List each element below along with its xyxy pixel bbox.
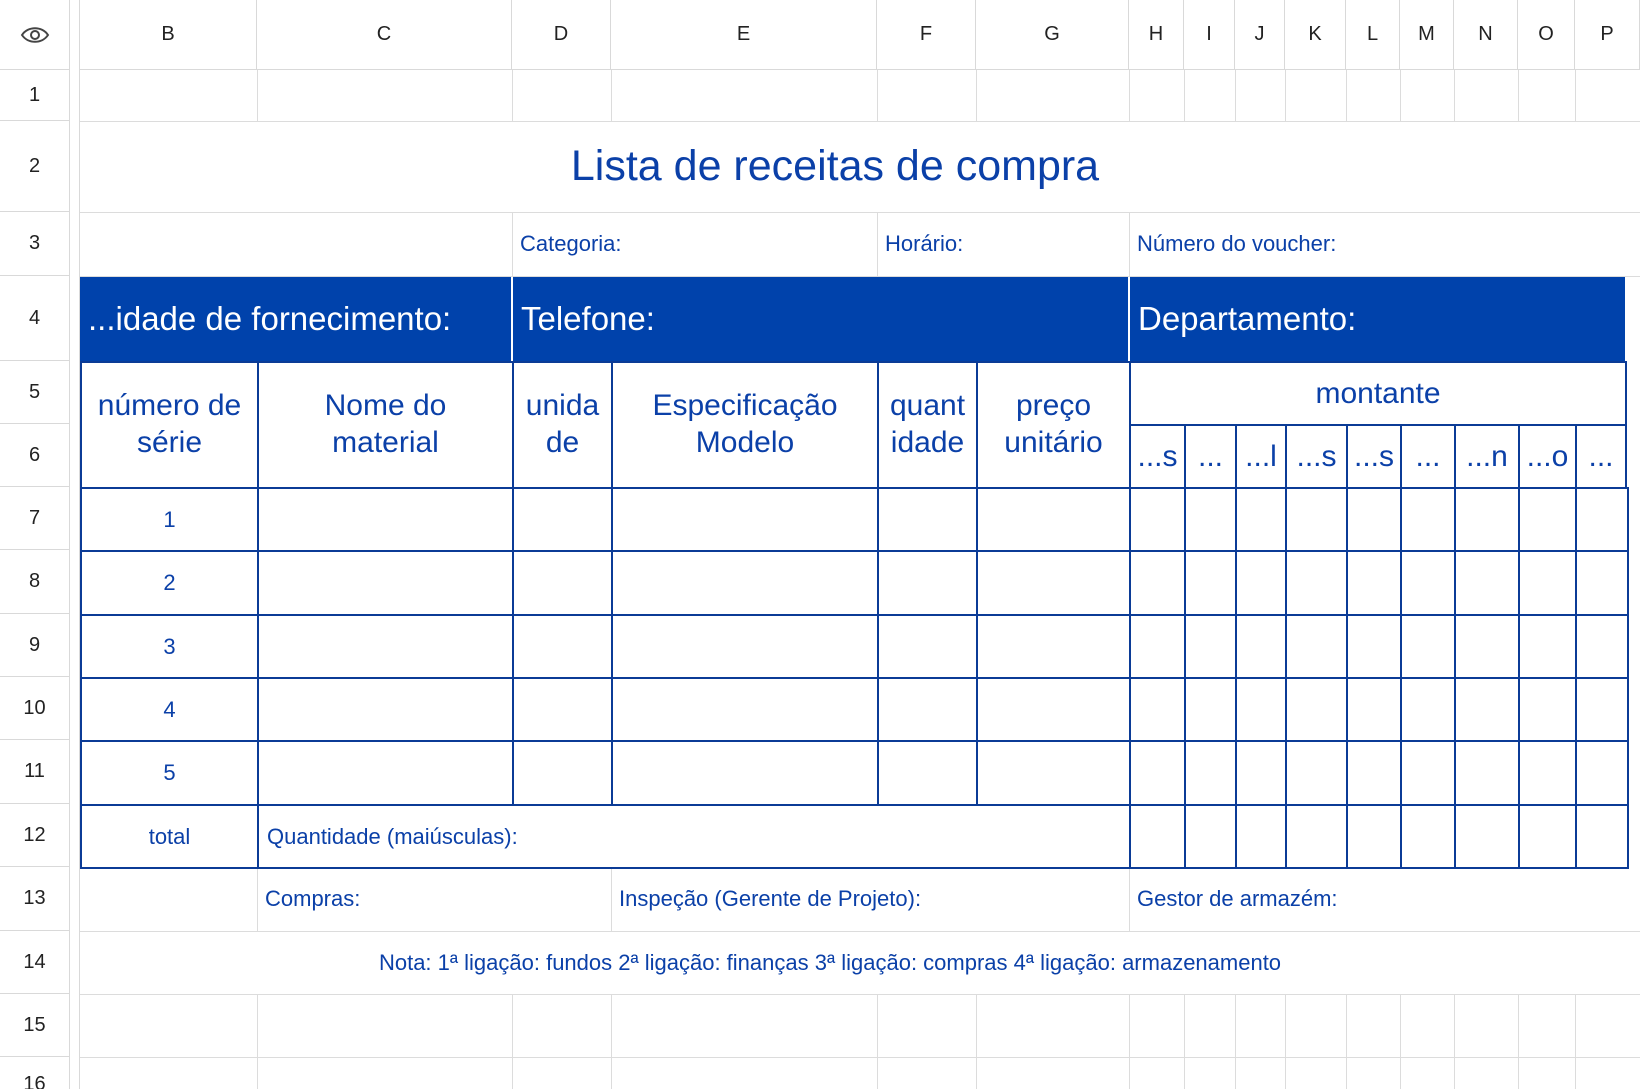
gridline <box>1285 994 1286 1089</box>
amount-subheader[interactable]: ...s <box>1129 424 1186 489</box>
gridline <box>1454 70 1455 121</box>
gridline <box>1285 70 1286 121</box>
total-amount-cell[interactable] <box>1129 804 1186 869</box>
table-cell[interactable] <box>877 614 978 679</box>
column-header-m[interactable]: M <box>1400 0 1454 70</box>
table-cell[interactable] <box>1235 740 1287 806</box>
serial-number-cell[interactable]: 2 <box>80 550 259 616</box>
table-cell[interactable] <box>257 550 514 616</box>
column-header-l[interactable]: L <box>1346 0 1400 70</box>
table-cell[interactable] <box>1400 677 1456 742</box>
table-cell[interactable] <box>1184 677 1237 742</box>
amount-subheader[interactable]: ...s <box>1285 424 1348 489</box>
gridline <box>1235 70 1236 121</box>
amount-subheader[interactable]: ...l <box>1235 424 1287 489</box>
serial-number-cell[interactable]: 1 <box>80 487 259 552</box>
column-header-e[interactable]: E <box>611 0 877 70</box>
amount-header[interactable]: montante <box>1129 361 1627 426</box>
table-cell[interactable] <box>1129 740 1186 806</box>
gridline <box>1400 994 1401 1089</box>
table-cell[interactable] <box>1400 550 1456 616</box>
table-cell[interactable] <box>257 740 514 806</box>
column-header-p[interactable]: P <box>1575 0 1640 70</box>
table-cell[interactable] <box>1454 677 1520 742</box>
page-title[interactable]: Lista de receitas de compra <box>570 142 1100 190</box>
gridline <box>1518 994 1519 1089</box>
gridline <box>877 70 878 121</box>
amount-subheader[interactable]: ... <box>1575 424 1627 489</box>
table-cell[interactable] <box>1454 550 1520 616</box>
table-cell[interactable] <box>1518 487 1577 552</box>
select-all-corner[interactable] <box>0 0 70 70</box>
table-cell[interactable] <box>611 614 879 679</box>
table-cell[interactable] <box>1518 740 1577 806</box>
row-header-14[interactable]: 14 <box>0 931 70 994</box>
table-cell[interactable] <box>512 487 613 552</box>
column-header-d[interactable]: D <box>512 0 611 70</box>
row-header-12[interactable]: 12 <box>0 804 70 867</box>
gridline <box>512 994 513 1089</box>
table-cell[interactable] <box>611 550 879 616</box>
table-cell[interactable] <box>1129 677 1186 742</box>
row-header-11[interactable]: 11 <box>0 740 70 804</box>
row-header-16[interactable]: 16 <box>0 1057 70 1089</box>
total-amount-cell[interactable] <box>1575 804 1629 869</box>
total-amount-cell[interactable] <box>1518 804 1577 869</box>
table-cell[interactable] <box>1400 740 1456 806</box>
gridline <box>257 70 258 121</box>
time-label[interactable]: Horário: <box>885 231 964 256</box>
serial-number-cell[interactable]: 5 <box>80 740 259 806</box>
table-cell[interactable] <box>976 487 1131 552</box>
table-cell[interactable] <box>1285 550 1348 616</box>
table-cell[interactable] <box>976 614 1131 679</box>
table-cell[interactable] <box>512 614 613 679</box>
table-cell[interactable] <box>611 487 879 552</box>
table-cell[interactable] <box>1346 677 1402 742</box>
row-header-15[interactable]: 15 <box>0 994 70 1057</box>
table-cell[interactable] <box>1184 740 1237 806</box>
amount-subheader[interactable]: ...s <box>1346 424 1402 489</box>
table-cell[interactable] <box>976 550 1131 616</box>
gridline <box>257 994 258 1089</box>
serial-number-cell[interactable]: 4 <box>80 677 259 742</box>
gridline <box>512 70 513 121</box>
table-cell[interactable] <box>1575 487 1629 552</box>
table-cell[interactable] <box>1129 550 1186 616</box>
total-amount-cell[interactable] <box>1235 804 1287 869</box>
gridline <box>1129 994 1130 1089</box>
table-cell[interactable] <box>1285 740 1348 806</box>
column-header-f[interactable]: F <box>877 0 976 70</box>
table-cell[interactable] <box>1454 614 1520 679</box>
table-cell[interactable] <box>1235 487 1287 552</box>
table-cell[interactable] <box>877 740 978 806</box>
table-cell[interactable] <box>1184 487 1237 552</box>
row-header-3[interactable]: 3 <box>0 212 70 276</box>
phone-label[interactable]: Telefone: <box>513 277 1128 361</box>
table-cell[interactable] <box>1285 487 1348 552</box>
table-cell[interactable] <box>1285 677 1348 742</box>
table-cell[interactable] <box>1184 550 1237 616</box>
table-cell[interactable] <box>512 740 613 806</box>
department-label[interactable]: Departamento: <box>1130 277 1625 361</box>
table-cell[interactable] <box>1400 614 1456 679</box>
total-amount-cell[interactable] <box>1454 804 1520 869</box>
freeze-pane-divider <box>70 0 80 1089</box>
table-cell[interactable] <box>976 677 1131 742</box>
column-header-c[interactable]: C <box>257 0 512 70</box>
gridline <box>1346 994 1347 1089</box>
table-cell[interactable] <box>1346 487 1402 552</box>
table-cell[interactable] <box>1518 677 1577 742</box>
amount-subheader[interactable]: ...n <box>1454 424 1520 489</box>
column-header-g[interactable]: G <box>976 0 1129 70</box>
row-header-1[interactable]: 1 <box>0 70 70 121</box>
table-cell[interactable] <box>1575 677 1629 742</box>
gridline <box>1454 994 1455 1089</box>
gridline <box>976 70 977 121</box>
inspection-signature-label[interactable]: Inspeção (Gerente de Projeto): <box>619 886 922 911</box>
warehouse-manager-label[interactable]: Gestor de armazém: <box>1137 886 1338 911</box>
table-cell[interactable] <box>976 740 1131 806</box>
column-header-h[interactable]: H <box>1129 0 1184 70</box>
amount-subheader[interactable]: ...o <box>1518 424 1577 489</box>
row-header-8[interactable]: 8 <box>0 550 70 614</box>
gridline <box>1346 70 1347 121</box>
table-cell[interactable] <box>877 550 978 616</box>
table-cell[interactable] <box>611 677 879 742</box>
supplier-unit-label[interactable]: ...idade de fornecimento: <box>80 277 511 361</box>
gridline <box>1129 70 1130 121</box>
amount-subheader[interactable]: ... <box>1184 424 1237 489</box>
table-cell[interactable] <box>877 487 978 552</box>
table-cell[interactable] <box>1235 677 1287 742</box>
quantity-header[interactable]: quant idade <box>877 361 978 489</box>
gridline <box>1184 994 1185 1089</box>
purchase-signature-label[interactable]: Compras: <box>265 886 361 911</box>
table-cell[interactable] <box>1400 487 1456 552</box>
table-cell[interactable] <box>257 614 514 679</box>
gridline <box>80 1057 1640 1058</box>
gridline <box>976 994 977 1089</box>
table-cell[interactable] <box>1346 740 1402 806</box>
gridline <box>1575 994 1576 1089</box>
table-cell[interactable] <box>1285 614 1348 679</box>
gridline <box>611 994 612 1089</box>
material-name-header[interactable]: Nome do material <box>257 361 514 489</box>
gridline <box>1575 70 1576 121</box>
row-header-9[interactable]: 9 <box>0 614 70 677</box>
table-cell[interactable] <box>1518 614 1577 679</box>
row-header-4[interactable]: 4 <box>0 276 70 361</box>
table-cell[interactable] <box>1346 614 1402 679</box>
table-cell[interactable] <box>1575 614 1629 679</box>
gridline <box>80 994 1640 995</box>
column-header-o[interactable]: O <box>1518 0 1575 70</box>
serial-number-cell[interactable]: 3 <box>80 614 259 679</box>
total-label[interactable]: total <box>80 804 259 869</box>
total-amount-cell[interactable] <box>1400 804 1456 869</box>
row-header-10[interactable]: 10 <box>0 677 70 740</box>
gridline <box>1518 70 1519 121</box>
table-cell[interactable] <box>1346 550 1402 616</box>
gridline <box>1400 70 1401 121</box>
column-header-i[interactable]: I <box>1184 0 1235 70</box>
row-header-5[interactable]: 5 <box>0 361 70 424</box>
column-header-b[interactable]: B <box>80 0 257 70</box>
table-cell[interactable] <box>1575 550 1629 616</box>
amount-subheader[interactable]: ... <box>1400 424 1456 489</box>
eye-icon[interactable] <box>20 25 50 45</box>
column-header-k[interactable]: K <box>1285 0 1346 70</box>
row-header-13[interactable]: 13 <box>0 867 70 931</box>
table-cell[interactable] <box>257 487 514 552</box>
row-header-6[interactable]: 6 <box>0 424 70 487</box>
gridline <box>1184 70 1185 121</box>
voucher-number-label[interactable]: Número do voucher: <box>1137 231 1337 256</box>
table-cell[interactable] <box>1235 614 1287 679</box>
specification-model-header[interactable]: Especificação Modelo <box>611 361 879 489</box>
column-header-j[interactable]: J <box>1235 0 1285 70</box>
gridline <box>877 994 878 1089</box>
gridline <box>611 70 612 121</box>
table-cell[interactable] <box>877 677 978 742</box>
table-cell[interactable] <box>1129 614 1186 679</box>
gridline <box>1235 994 1236 1089</box>
table-cell[interactable] <box>1184 614 1237 679</box>
table-cell[interactable] <box>611 740 879 806</box>
table-cell[interactable] <box>512 677 613 742</box>
table-cell[interactable] <box>1454 487 1520 552</box>
note-text[interactable]: Nota: 1ª ligação: fundos 2ª ligação: finanças 3ª ligação: compras 4ª ligação: armazenamento <box>378 949 1282 975</box>
serial-number-header[interactable]: número de série <box>80 361 259 489</box>
table-cell[interactable] <box>1454 740 1520 806</box>
table-cell[interactable] <box>1235 550 1287 616</box>
uppercase-amount-label[interactable]: Quantidade (maiúsculas): <box>257 804 1131 869</box>
total-amount-cell[interactable] <box>1184 804 1237 869</box>
category-label[interactable]: Categoria: <box>520 231 622 256</box>
unit-price-header[interactable]: preço unitário <box>976 361 1131 489</box>
table-cell[interactable] <box>257 677 514 742</box>
table-cell[interactable] <box>1575 740 1629 806</box>
table-cell[interactable] <box>512 550 613 616</box>
unit-header[interactable]: unida de <box>512 361 613 489</box>
total-amount-cell[interactable] <box>1346 804 1402 869</box>
column-header-n[interactable]: N <box>1454 0 1518 70</box>
total-amount-cell[interactable] <box>1285 804 1348 869</box>
table-cell[interactable] <box>1129 487 1186 552</box>
row-header-7[interactable]: 7 <box>0 487 70 550</box>
table-cell[interactable] <box>1518 550 1577 616</box>
row-header-2[interactable]: 2 <box>0 121 70 212</box>
